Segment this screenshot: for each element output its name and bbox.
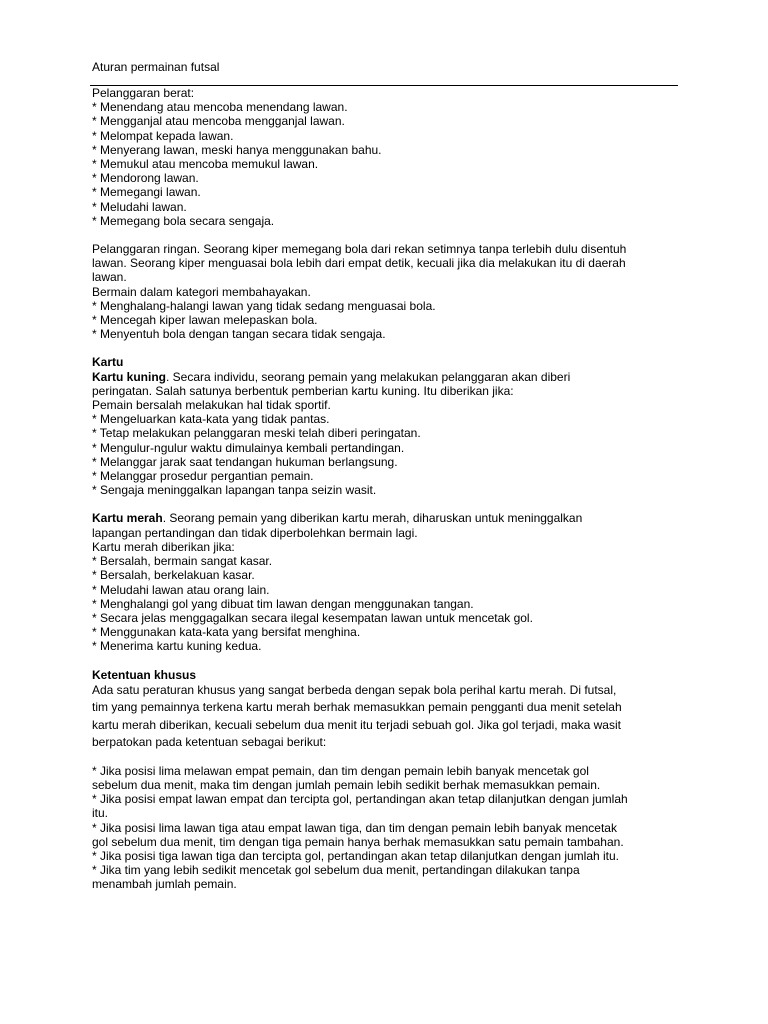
list-item: * Menggunakan kata-kata yang bersifat menghina. — [92, 625, 361, 640]
kartu-kuning-intro — [92, 370, 672, 384]
list-item: * Memegang bola secara sengaja. — [92, 213, 275, 228]
paragraph-line: tim yang pemainnya terkena kartu merah berhak memasukkan pemain pengganti dua menit setelah — [92, 700, 622, 715]
list-item: * Menghalangi gol yang dibuat tim lawan dengan menggunakan tangan. — [92, 596, 474, 611]
paragraph-line: lawan. Seorang kiper menguasai bola lebih dari empat detik, kecuali jika dia melakukan itu di daerah — [92, 256, 626, 271]
section-pelanggaran-ringan — [92, 242, 672, 341]
paragraph-line: itu. — [92, 806, 109, 821]
paragraph-line: Ada satu peraturan khusus yang sangat berbeda dengan sepak bola perihal kartu merah. Di futsal, — [92, 682, 617, 697]
kartu-merah-intro — [92, 511, 672, 525]
list-item: * Jika posisi lima lawan tiga atau empat lawan tiga, dan tim dengan pemain lebih banyak mencetak — [92, 820, 617, 835]
list-item: * Bersalah, berkelakuan kasar. — [92, 568, 255, 583]
pelanggaran-berat-list — [92, 100, 672, 228]
document-body — [92, 86, 672, 892]
paragraph-line: menambah jumlah pemain. — [92, 877, 237, 892]
paragraph-line: lawan. — [92, 270, 127, 285]
list-item: * Mencegah kiper lawan melepaskan bola. — [92, 313, 318, 328]
section-kartu — [92, 355, 672, 653]
kartu-merah-intro-text: . Seorang pemain yang diberikan kartu merah, diharuskan untuk meninggalkan — [162, 511, 583, 526]
paragraph-line: Pemain bersalah melakukan hal tidak sportif. — [92, 398, 331, 413]
kartu-kuning-intro-text: . Secara individu, seorang pemain yang melakukan pelanggaran akan diberi — [166, 369, 571, 384]
paragraph-line: gol sebelum dua menit, tim dengan tiga pemain hanya berhak memasukkan satu pemain tambahan. — [92, 834, 624, 849]
list-item: * Melanggar jarak saat tendangan hukuman berlangsung. — [92, 454, 398, 469]
list-item: * Mendorong lawan. — [92, 171, 199, 186]
paragraph-line: Kartu merah diberikan jika: — [92, 539, 235, 554]
list-item: * Menyentuh bola dengan tangan secara tidak sengaja. — [92, 327, 386, 342]
paragraph-line: Pelanggaran ringan. Seorang kiper memegang bola dari rekan setimnya tanpa terlebih dulu disentuh — [92, 242, 627, 257]
paragraph-line: berpatokan pada ketentuan sebagai berikut: — [92, 735, 327, 750]
list-item: * Jika posisi tiga lawan tiga dan tercipta gol, pertandingan akan tetap dilanjutkan dengan jumlah itu. — [92, 848, 620, 863]
section-pelanggaran-berat — [92, 86, 672, 228]
list-item: * Menyerang lawan, meski hanya menggunakan bahu. — [92, 142, 382, 157]
list-item: * Sengaja meninggalkan lapangan tanpa seizin wasit. — [92, 483, 377, 498]
list-item: * Menghalang-halangi lawan yang tidak sedang menguasai bola. — [92, 298, 436, 313]
kartu-merah-label: Kartu merah — [92, 511, 163, 526]
list-item: * Menerima kartu kuning kedua. — [92, 639, 262, 654]
paragraph-line: peringatan. Salah satunya berbentuk pemberian kartu kuning. Itu diberikan jika: — [92, 383, 514, 398]
ketentuan-khusus-heading: Ketentuan khusus — [92, 667, 197, 682]
list-item: * Mengulur-ngulur waktu dimulainya kembali pertandingan. — [92, 440, 405, 455]
kartu-heading: Kartu — [92, 355, 124, 370]
paragraph-line: lapangan pertandingan dan tidak diperbolehkan bermain lagi. — [92, 525, 418, 540]
list-item: * Mengeluarkan kata-kata yang tidak pantas. — [92, 412, 330, 427]
ketentuan-khusus-intro — [92, 682, 672, 752]
list-item: * Jika posisi empat lawan empat dan tercipta gol, pertandingan akan tetap dilanjutkan dengan jumlah — [92, 792, 628, 807]
ketentuan-khusus-rules — [92, 764, 672, 892]
list-item: * Tetap melakukan pelanggaran meski telah diberi peringatan. — [92, 426, 421, 441]
list-item: * Secara jelas menggagalkan secara ilegal kesempatan lawan untuk mencetak gol. — [92, 610, 533, 625]
section-title: Pelanggaran berat: — [92, 86, 195, 100]
list-item: * Memukul atau mencoba memukul lawan. — [92, 157, 319, 172]
list-item: * Mengganjal atau mencoba mengganjal lawan. — [92, 114, 345, 129]
paragraph-line: kartu merah diberikan, kecuali sebelum dua menit itu terjadi sebuah gol. Jika gol terjadi, maka wasit — [92, 717, 621, 732]
list-item: * Memegangi lawan. — [92, 185, 201, 200]
kartu-kuning-label: Kartu kuning — [92, 369, 166, 384]
list-item: * Meludahi lawan atau orang lain. — [92, 582, 270, 597]
list-item: * Melanggar prosedur pergantian pemain. — [92, 469, 314, 484]
list-item: * Menendang atau mencoba menendang lawan. — [92, 100, 348, 115]
list-item: * Meludahi lawan. — [92, 199, 187, 214]
document-header-title: Aturan permainan futsal — [92, 60, 220, 74]
list-item: * Jika tim yang lebih sedikit mencetak gol sebelum dua menit, pertandingan dilakukan tanpa — [92, 863, 580, 878]
list-item: * Bersalah, bermain sangat kasar. — [92, 554, 273, 569]
section-ketentuan-khusus — [92, 668, 672, 892]
list-item: * Jika posisi lima melawan empat pemain, dan tim dengan pemain lebih banyak mencetak gol — [92, 763, 589, 778]
paragraph-line: sebelum dua menit, maka tim dengan jumlah pemain lebih sedikit berhak memasukkan pemain. — [92, 777, 601, 792]
list-item: * Melompat kepada lawan. — [92, 128, 234, 143]
paragraph-line: Bermain dalam kategori membahayakan. — [92, 284, 311, 299]
